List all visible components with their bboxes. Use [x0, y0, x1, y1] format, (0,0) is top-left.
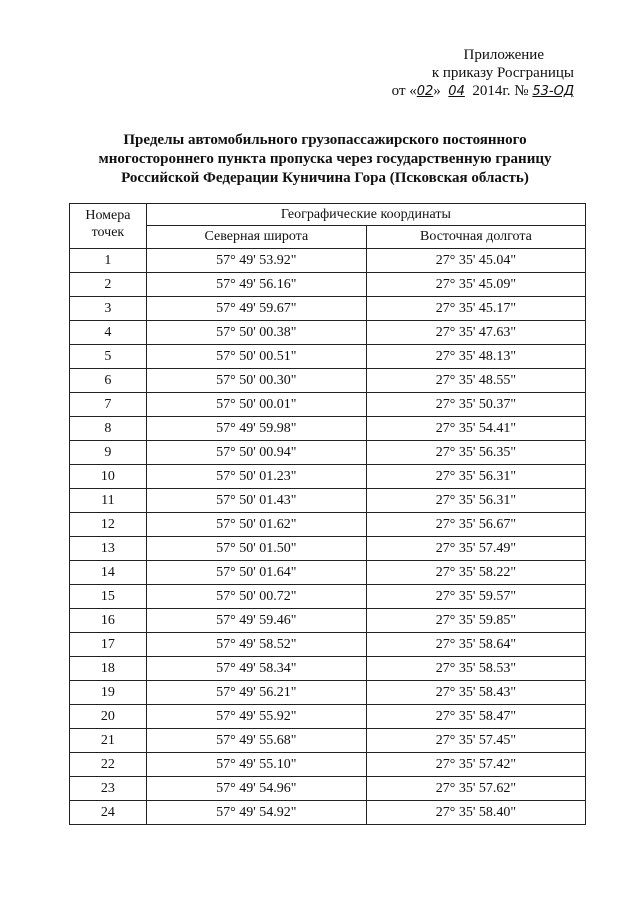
table-row — [70, 633, 586, 657]
latitude-cell: 57° 49' 58.34" — [146, 657, 366, 681]
longitude-cell: 27° 35' 56.35" — [366, 441, 585, 465]
table-row — [70, 657, 586, 681]
header-north-latitude: Северная широта — [146, 226, 366, 249]
latitude-cell: 57° 50' 01.62" — [146, 513, 366, 537]
point-number-cell: 1 — [70, 249, 147, 273]
table-row — [70, 777, 586, 801]
longitude-cell: 27° 35' 58.22" — [366, 561, 585, 585]
latitude-cell: 57° 49' 54.96" — [146, 777, 366, 801]
point-number-cell: 18 — [70, 657, 147, 681]
table-row — [70, 513, 586, 537]
title-line-3: Российской Федерации Куничина Гора (Псковская область) — [121, 170, 529, 186]
point-number-cell: 16 — [70, 609, 147, 633]
latitude-cell: 57° 49' 54.92" — [146, 801, 366, 825]
longitude-cell: 27° 35' 57.49" — [366, 537, 585, 561]
longitude-cell: 27° 35' 54.41" — [366, 417, 585, 441]
longitude-cell: 27° 35' 57.45" — [366, 729, 585, 753]
latitude-cell: 57° 50' 00.30" — [146, 369, 366, 393]
point-number-cell: 22 — [70, 753, 147, 777]
latitude-cell: 57° 49' 56.16" — [146, 273, 366, 297]
table-row — [70, 729, 586, 753]
table-row — [70, 393, 586, 417]
point-number-cell: 6 — [70, 369, 147, 393]
longitude-cell: 27° 35' 57.62" — [366, 777, 585, 801]
table-row — [70, 705, 586, 729]
point-number-cell: 4 — [70, 321, 147, 345]
table-row — [70, 249, 586, 273]
longitude-cell: 27° 35' 47.63" — [366, 321, 585, 345]
longitude-cell: 27° 35' 57.42" — [366, 753, 585, 777]
point-number-cell: 24 — [70, 801, 147, 825]
point-number-cell: 8 — [70, 417, 147, 441]
header-geo-coordinates: Географические координаты — [146, 204, 585, 226]
latitude-cell: 57° 49' 55.92" — [146, 705, 366, 729]
date-year: 2014г. № — [472, 83, 529, 99]
point-number-cell: 13 — [70, 537, 147, 561]
point-number-cell: 11 — [70, 489, 147, 513]
longitude-cell: 27° 35' 58.47" — [366, 705, 585, 729]
longitude-cell: 27° 35' 48.13" — [366, 345, 585, 369]
table-row — [70, 465, 586, 489]
point-number-cell: 3 — [70, 297, 147, 321]
longitude-cell: 27° 35' 50.37" — [366, 393, 585, 417]
latitude-cell: 57° 50' 00.01" — [146, 393, 366, 417]
table-row — [70, 297, 586, 321]
point-number-cell: 10 — [70, 465, 147, 489]
table-row — [70, 369, 586, 393]
latitude-cell: 57° 50' 00.51" — [146, 345, 366, 369]
point-number-cell: 15 — [70, 585, 147, 609]
appendix-label: Приложение — [463, 47, 544, 63]
longitude-cell: 27° 35' 48.55" — [366, 369, 585, 393]
longitude-cell: 27° 35' 45.04" — [366, 249, 585, 273]
latitude-cell: 57° 49' 53.92" — [146, 249, 366, 273]
longitude-cell: 27° 35' 56.67" — [366, 513, 585, 537]
longitude-cell: 27° 35' 45.17" — [366, 297, 585, 321]
table-row — [70, 561, 586, 585]
longitude-cell: 27° 35' 58.64" — [366, 633, 585, 657]
table-row — [70, 609, 586, 633]
longitude-cell: 27° 35' 45.09" — [366, 273, 585, 297]
table-row — [70, 801, 586, 825]
point-number-cell: 20 — [70, 705, 147, 729]
table-row — [70, 753, 586, 777]
appendix-header — [334, 46, 574, 101]
latitude-cell: 57° 50' 00.38" — [146, 321, 366, 345]
date-prefix: от « — [391, 83, 417, 99]
longitude-cell: 27° 35' 56.31" — [366, 465, 585, 489]
table-row — [70, 489, 586, 513]
coordinates-table — [69, 203, 586, 825]
table-body — [70, 249, 586, 825]
latitude-cell: 57° 49' 58.52" — [146, 633, 366, 657]
latitude-cell: 57° 49' 55.10" — [146, 753, 366, 777]
table-row — [70, 345, 586, 369]
longitude-cell: 27° 35' 58.53" — [366, 657, 585, 681]
latitude-cell: 57° 50' 01.23" — [146, 465, 366, 489]
table-row — [70, 537, 586, 561]
point-number-cell: 14 — [70, 561, 147, 585]
title-line-2: многостороннего пункта пропуска через государственную границу — [98, 151, 552, 167]
longitude-cell: 27° 35' 59.57" — [366, 585, 585, 609]
order-reference: к приказу Росграницы — [431, 65, 574, 81]
table-row — [70, 273, 586, 297]
latitude-cell: 57° 50' 01.50" — [146, 537, 366, 561]
point-number-cell: 9 — [70, 441, 147, 465]
latitude-cell: 57° 49' 59.98" — [146, 417, 366, 441]
latitude-cell: 57° 49' 55.68" — [146, 729, 366, 753]
table-row — [70, 681, 586, 705]
latitude-cell: 57° 49' 59.46" — [146, 609, 366, 633]
latitude-cell: 57° 50' 01.64" — [146, 561, 366, 585]
latitude-cell: 57° 49' 59.67" — [146, 297, 366, 321]
point-number-cell: 17 — [70, 633, 147, 657]
point-number-cell: 7 — [70, 393, 147, 417]
longitude-cell: 27° 35' 58.40" — [366, 801, 585, 825]
point-number-cell: 19 — [70, 681, 147, 705]
handwritten-day: 02 — [416, 84, 434, 99]
latitude-cell: 57° 50' 01.43" — [146, 489, 366, 513]
date-mid: » — [433, 83, 441, 99]
header-point-number: Номера точек — [70, 204, 147, 249]
document-title — [60, 131, 590, 188]
longitude-cell: 27° 35' 56.31" — [366, 489, 585, 513]
handwritten-month: 04 — [448, 84, 465, 99]
handwritten-order-number: 53-ОД — [532, 84, 574, 99]
title-line-1: Пределы автомобильного грузопассажирского постоянного — [123, 132, 527, 148]
point-number-cell: 5 — [70, 345, 147, 369]
table-row — [70, 417, 586, 441]
point-number-cell: 23 — [70, 777, 147, 801]
order-date-line — [334, 82, 574, 101]
point-number-cell: 12 — [70, 513, 147, 537]
table-row — [70, 585, 586, 609]
latitude-cell: 57° 50' 00.94" — [146, 441, 366, 465]
longitude-cell: 27° 35' 58.43" — [366, 681, 585, 705]
latitude-cell: 57° 49' 56.21" — [146, 681, 366, 705]
table-row — [70, 441, 586, 465]
point-number-cell: 2 — [70, 273, 147, 297]
point-number-cell: 21 — [70, 729, 147, 753]
latitude-cell: 57° 50' 00.72" — [146, 585, 366, 609]
longitude-cell: 27° 35' 59.85" — [366, 609, 585, 633]
header-east-longitude: Восточная долгота — [366, 226, 585, 249]
table-row — [70, 321, 586, 345]
